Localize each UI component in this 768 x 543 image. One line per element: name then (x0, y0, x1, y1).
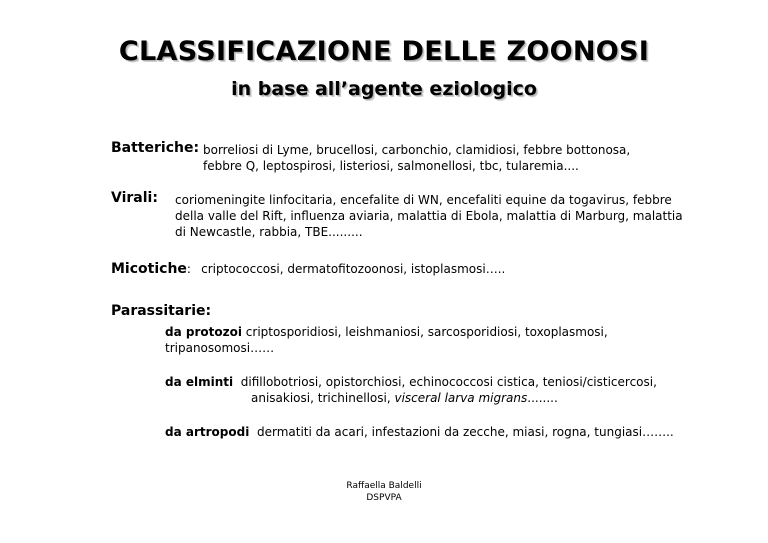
footer-author: Raffaella Baldelli (346, 481, 422, 491)
parassitarie-artropodi-label: da artropodi (165, 425, 250, 439)
parassitarie-artropodi-line (165, 424, 674, 440)
parassitarie-protozoi-line-2: tripanosomosi…… (165, 341, 275, 355)
category-virali-line-1: coriomeningite linfocitaria, encefalite di WN, encefaliti equine da togavirus, febbre (175, 193, 672, 207)
category-micotiche (111, 258, 505, 277)
parassitarie-protozoi-text-1: criptosporidiosi, leishmaniosi, sarcosporidiosi, toxoplasmosi, (245, 325, 608, 339)
category-batteriche-label: Batteriche: (111, 140, 200, 156)
parassitarie-protozoi-line-1 (165, 324, 608, 340)
category-micotiche-text: criptococcosi, dermatofitozoonosi, istoplasmosi….. (201, 262, 506, 276)
parassitarie-elminti-line-1 (165, 374, 657, 390)
category-virali-line-3: di Newcastle, rabbia, TBE......... (175, 225, 363, 239)
parassitarie-elminti-text-2b: ........ (527, 391, 558, 405)
category-parassitarie-label: Parassitarie: (111, 303, 212, 319)
category-batteriche-line-1: borreliosi di Lyme, brucellosi, carbonchio, clamidiosi, febbre bottonosa, (203, 143, 631, 157)
parassitarie-elminti-line-2 (251, 390, 558, 406)
category-virali-label: Virali: (111, 190, 158, 206)
parassitarie-artropodi-text: dermatiti da acari, infestazioni da zecche, miasi, rogna, tungiasi…….. (256, 425, 674, 439)
category-micotiche-label: Micotiche (111, 261, 187, 277)
category-micotiche-colon: : (186, 262, 191, 276)
parassitarie-elminti-text-1: difillobotriosi, opistorchiosi, echinococcosi cistica, teniosi/cisticercosi, (240, 375, 657, 389)
footer-department: DSPVPA (366, 493, 402, 503)
parassitarie-protozoi-label: da protozoi (165, 325, 242, 339)
category-batteriche-line-2: febbre Q, leptospirosi, listeriosi, salmonellosi, tbc, tularemia.... (203, 159, 579, 173)
parassitarie-elminti-label: da elminti (165, 375, 234, 389)
parassitarie-elminti-text-2a: anisakiosi, trichinellosi, (251, 391, 395, 405)
category-virali-line-2: della valle del Rift, influenza aviaria, malattia di Ebola, malattia di Marburg, malattia (175, 209, 683, 223)
parassitarie-elminti-text-2-italic: visceral larva migrans (394, 391, 528, 405)
footer (0, 480, 768, 504)
page-title: CLASSIFICAZIONE DELLE ZOONOSI (118, 36, 650, 67)
page-subtitle: in base all’agente eziologico (231, 78, 537, 100)
